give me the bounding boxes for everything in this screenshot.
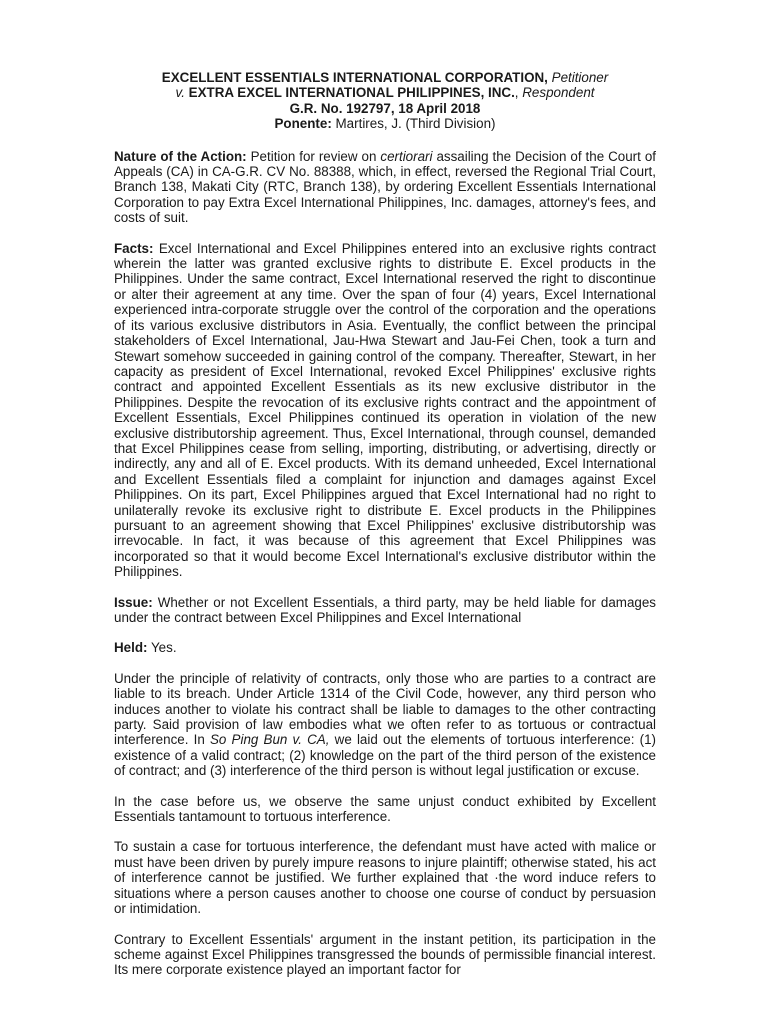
case-header <box>114 70 656 132</box>
ruling-paragraph-2: In the case before us, we observe the same unjust conduct exhibited by Excellent Essentials tantamount to tortuous interference. <box>114 793 656 825</box>
facts-label: Facts: <box>114 240 154 256</box>
case-number: G.R. No. 192797, 18 April 2018 <box>289 100 481 116</box>
ruling-p1-text-1: Under the principle of relativity of contracts, only those who are parties to a contract are liable to its breach. Under Article 1314 of the Civil Code, however, any third person who induces another to violate his contract shall be liable to damages to the other contracting party. Said provision of law embodies what we often refer to as tortuous or contractual interference. In <box>114 670 656 748</box>
ponente-value: Martires, J. (Third Division) <box>335 116 496 132</box>
petitioner-name: EXCELLENT ESSENTIALS INTERNATIONAL CORPORATION, <box>161 70 548 85</box>
held-text: Yes. <box>150 640 177 656</box>
versus-label: v. <box>175 85 185 101</box>
ponente-line <box>114 116 656 131</box>
ruling-paragraph-4: Contrary to Excellent Essentials' argument in the instant petition, its participation in the scheme against Excel Philippines transgressed the bounds of permissible financial interest. Its mere corporate existence played an important factor for <box>114 931 656 978</box>
held-label: Held: <box>114 640 148 656</box>
case-title-line-1 <box>114 70 656 85</box>
ruling-paragraph-3: To sustain a case for tortuous interference, the defendant must have acted with malice or must have been driven by purely impure reasons to injure plaintiff; otherwise stated, his act of interference cannot be justified. We further explained that ·the word induce refers to situations where a person causes another to choose one course of conduct by persuasion or intimidation. <box>114 839 656 917</box>
petitioner-role: Petitioner <box>551 70 609 85</box>
issue-paragraph <box>114 595 656 626</box>
ponente-label: Ponente: <box>274 116 332 132</box>
nature-text-1: Petition for review on <box>250 148 377 164</box>
facts-text: Excel International and Excel Philippines entered into an exclusive rights contract wherein the latter was granted exclusive rights to distribute E. Excel products in the Philippines. Under the same contract, Excel International reserved the right to discontinue or alter their agreement at any time. Over the span of four (4) years, Excel International experienced intra-corporate struggle over the control of the corporation and the operations of its various exclusive distributors in Asia. Eventually, the conflict between the principal stakeholders of Excel International, Jau-Hwa Stewart and Jau-Fei Chen, took a turn and Stewart somehow succeeded in gaining control of the company. Thereafter, Stewart, in her capacity as president of Excel International, revoked Excel Philippines' exclusive rights contract and appointed Excellent Essentials as its new exclusive distributor in the Philippines. Despite the revocation of its exclusive rights contract and the appointment of Excellent Essentials, Excel Philippines continued its operation in violation of the new exclusive distributorship agreement. Thus, Excel International, through counsel, demanded that Excel Philippines cease from selling, importing, distributing, or advertising, directly or indirectly, any and all of E. Excel products. With its demand unheeded, Excel International and Excellent Essentials filed a complaint for injunction and damages against Excel Philippines. On its part, Excel Philippines argued that Excel International had no right to unilaterally revoke its exclusive right to distribute E. Excel products in the Philippines pursuant to an agreement showing that Excel Philippines' exclusive distributorship was irrevocable. In fact, it was because of this agreement that Excel Philippines was incorporated so that it would become Excel International's exclusive distributor within the Philippines. <box>114 240 656 580</box>
nature-text-italic: certiorari <box>380 148 433 164</box>
case-citation: So Ping Bun v. CA, <box>209 732 330 748</box>
case-title-line-2 <box>114 85 656 100</box>
nature-text-2: assailing the Decision of the Court of Appeals (CA) in CA-G.R. CV No. 88388, which, in effect, reversed the Regional Trial Court, Branch 138, Makati City (RTC, Branch 138), by ordering Excellent Essentials International Corporation to pay Extra Excel International Philippines, Inc. damages, attorney's fees, and costs of suit. <box>114 148 656 226</box>
nature-label: Nature of the Action: <box>114 148 247 164</box>
ruling-p1-text-2: we laid out the elements of tortuous interference: (1) existence of a valid contract; (2) knowledge on the part of the third person of the existence of contract; and (3) interference of the third person is without legal justification or excuse. <box>114 732 656 779</box>
held-paragraph <box>114 640 656 655</box>
facts-paragraph <box>114 241 656 580</box>
ruling-paragraph-1 <box>114 671 656 779</box>
respondent-name: EXTRA EXCEL INTERNATIONAL PHILIPPINES, INC. <box>188 85 515 101</box>
respondent-comma: , <box>514 85 519 101</box>
issue-label: Issue: <box>114 594 153 610</box>
respondent-role: Respondent <box>522 85 595 101</box>
issue-text: Whether or not Excellent Essentials, a third party, may be held liable for damages under the contract between Excel Philippines and Excel International <box>114 594 656 625</box>
nature-of-action-paragraph <box>114 149 656 226</box>
